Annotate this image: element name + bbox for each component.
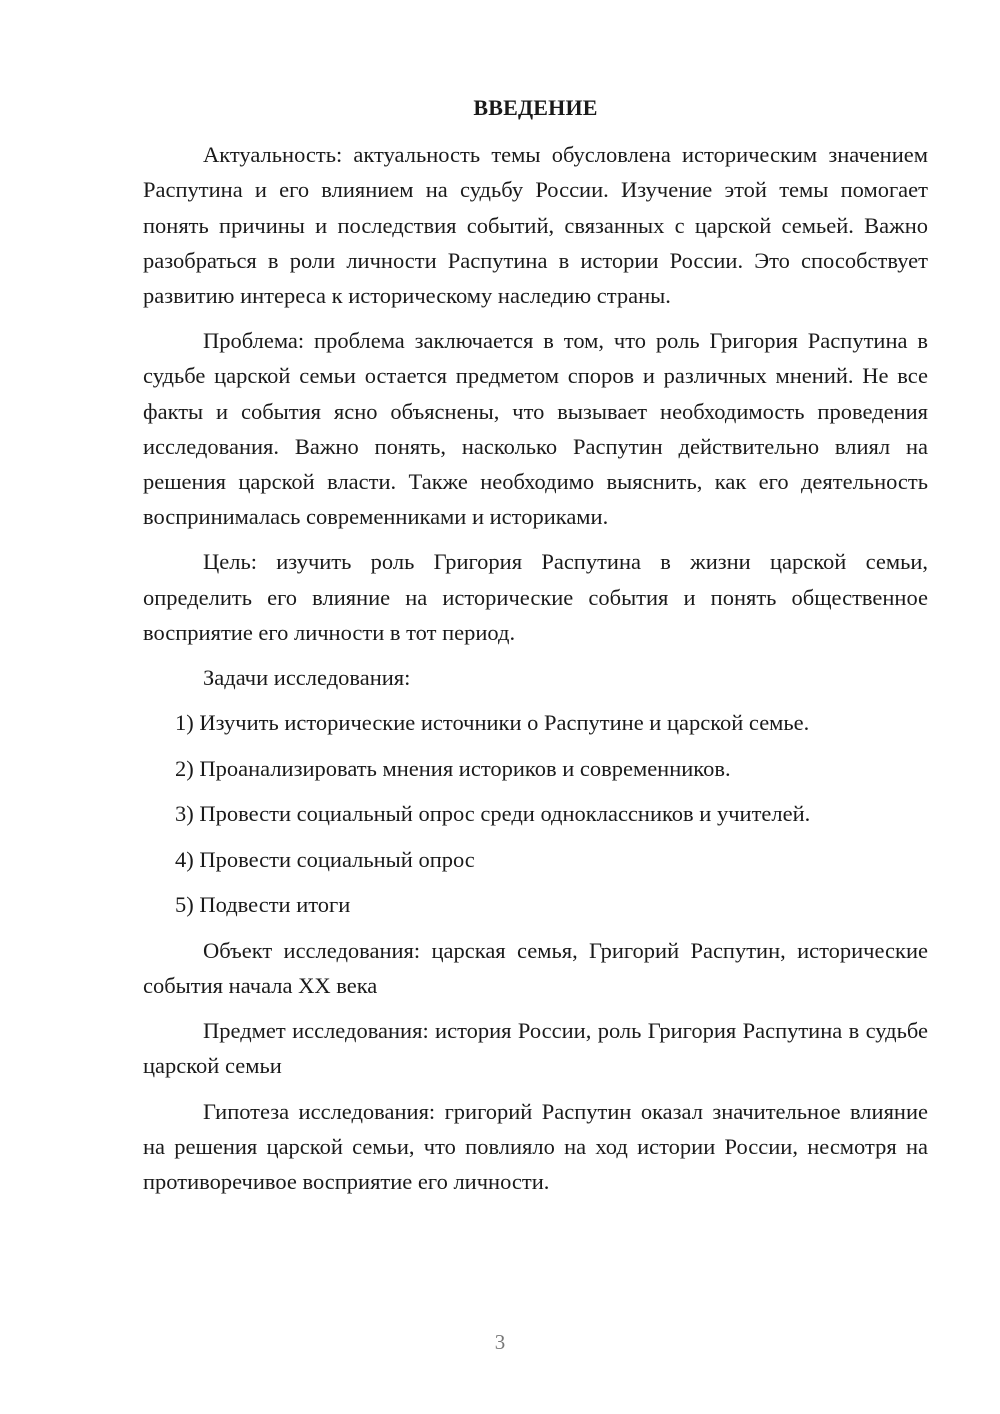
- document-page: [143, 90, 928, 1209]
- paragraph-relevance: Актуальность: актуальность темы обусловлена историческим значением Распутина и его влиянием на судьбу России. Изучение этой темы помогает понять причины и последствия событий, связанных с царской семьей. Важно разобраться в роли личности Распутина в истории России. Это способствует развитию интереса к историческому наследию страны.: [143, 142, 928, 309]
- list-item: 1) Изучить исторические источники о Распутине и царской семье.: [175, 710, 810, 736]
- page-number: 3: [494, 1330, 506, 1354]
- list-item: 2) Проанализировать мнения историков и современников.: [175, 755, 731, 781]
- list-item: 4) Провести социальный опрос: [175, 846, 475, 872]
- tasks-list: [143, 705, 928, 922]
- paragraph-goal: Цель: изучить роль Григория Распутина в жизни царской семьи, определить его влияние на исторические события и понять общественное восприятие его личности в тот период.: [143, 549, 928, 645]
- list-item: 3) Провести социальный опрос среди одноклассников и учителей.: [175, 801, 811, 827]
- paragraph-problem: Проблема: проблема заключается в том, что роль Григория Распутина в судьбе царской семьи остается предметом споров и различных мнений. Не все факты и события ясно объяснены, что вызывает необходимость проведения исследования. Важно понять, насколько Распутин действительно влиял на решения царской власти. Также необходимо выяснить, как его деятельность воспринималась современниками и историками.: [143, 328, 928, 530]
- paragraph-subject: Предмет исследования: история России, роль Григория Распутина в судьбе царской семьи: [143, 1018, 928, 1079]
- paragraph-object: Объект исследования: царская семья, Григорий Распутин, исторические события начала XX века: [143, 937, 928, 998]
- paragraph-hypothesis: Гипотеза исследования: григорий Распутин оказал значительное влияние на решения царской семьи, что повлияло на ход истории России, несмотря на противоречивое восприятие его личности.: [143, 1098, 928, 1194]
- tasks-heading: Задачи исследования:: [203, 665, 411, 691]
- page-title: ВВЕДЕНИЕ: [473, 95, 598, 120]
- list-item: 5) Подвести итоги: [175, 892, 351, 918]
